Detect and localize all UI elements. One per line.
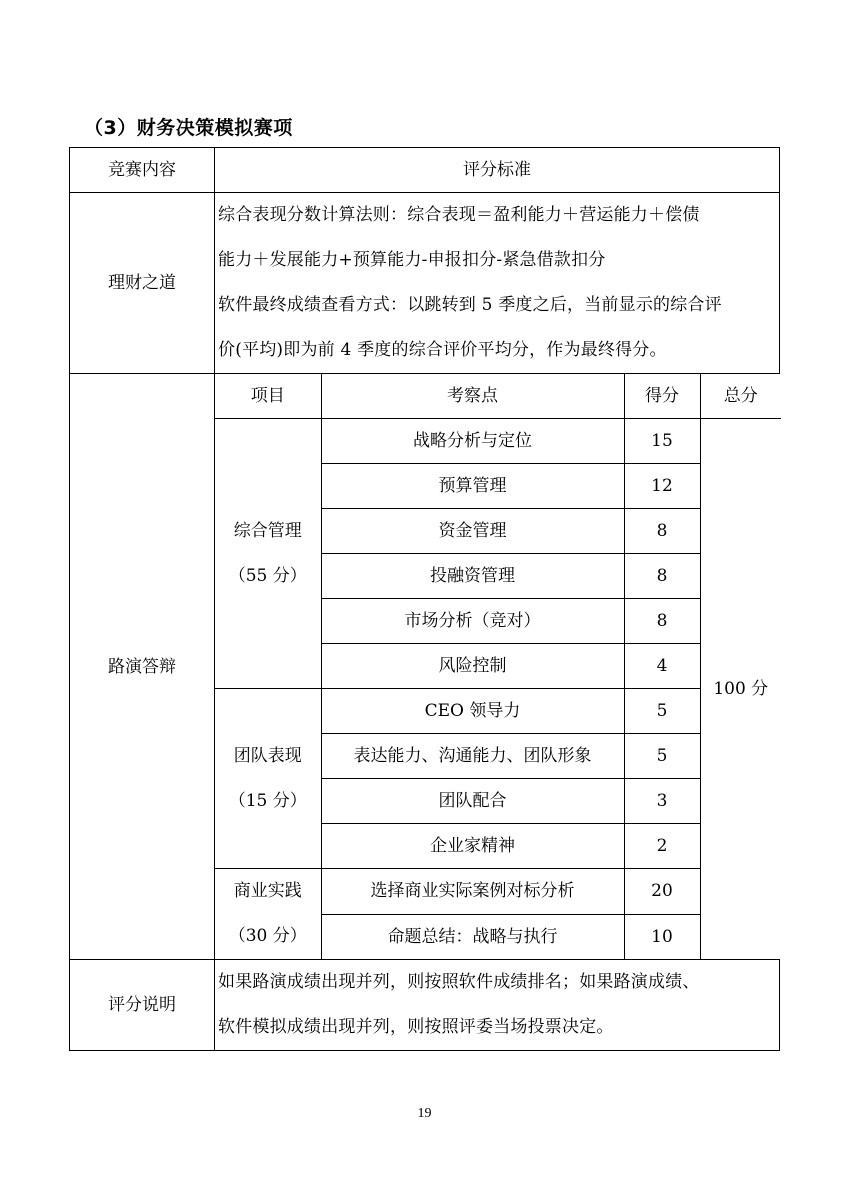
subtable-header-row	[215, 374, 781, 419]
score-cell: 8	[624, 509, 700, 554]
point-cell: CEO 领导力	[321, 689, 624, 734]
point-cell: 预算管理	[321, 464, 624, 509]
score-cell: 15	[624, 419, 700, 464]
licai-line: 综合表现分数计算法则：综合表现＝盈利能力＋营运能力＋偿债	[218, 205, 700, 225]
licai-line: 软件最终成绩查看方式：以跳转到 5 季度之后，当前显示的综合评	[218, 295, 722, 315]
point-cell: 投融资管理	[321, 554, 624, 599]
point-cell: 市场分析（竞对）	[321, 599, 624, 644]
luyan-label: 路演答辩	[70, 374, 215, 960]
score-cell: 2	[624, 824, 700, 869]
scoring-table	[69, 147, 780, 1051]
point-cell: 命题总结：战略与执行	[321, 914, 624, 959]
col-score-header: 得分	[624, 374, 700, 419]
score-cell: 12	[624, 464, 700, 509]
col-point-header: 考察点	[321, 374, 624, 419]
group-points: （15 分）	[228, 790, 307, 811]
luyan-subtable	[215, 374, 781, 959]
point-cell: 团队配合	[321, 779, 624, 824]
luyan-criteria	[215, 374, 780, 960]
point-cell: 企业家精神	[321, 824, 624, 869]
note-row	[70, 960, 780, 1051]
group-tuandui	[215, 689, 321, 869]
note-line: 如果路演成绩出现并列，则按照软件成绩排名；如果路演成绩、	[218, 972, 700, 992]
point-cell: 选择商业实际案例对标分析	[321, 869, 624, 915]
point-cell: 表达能力、沟通能力、团队形象	[321, 734, 624, 779]
page-number: 19	[417, 1106, 432, 1121]
licai-label: 理财之道	[70, 193, 215, 374]
section-heading: （3）财务决策模拟赛项	[84, 117, 293, 139]
point-cell: 风险控制	[321, 644, 624, 689]
header-content: 竞赛内容	[70, 148, 215, 193]
luyan-row	[70, 374, 780, 960]
col-item-header: 项目	[215, 374, 321, 419]
score-cell: 5	[624, 734, 700, 779]
table-row	[215, 869, 781, 915]
score-cell: 8	[624, 599, 700, 644]
group-zonghe	[215, 419, 321, 689]
note-label: 评分说明	[70, 960, 215, 1051]
note-line: 软件模拟成绩出现并列，则按照评委当场投票决定。	[218, 1017, 614, 1037]
group-name: 团队表现	[233, 745, 302, 766]
header-row	[70, 148, 780, 193]
header-criteria: 评分标准	[215, 148, 780, 193]
group-points: （55 分）	[228, 565, 307, 586]
score-cell: 4	[624, 644, 700, 689]
total-cell: 100 分	[700, 419, 781, 960]
group-shangye	[215, 869, 321, 960]
table-row	[215, 419, 781, 464]
score-cell: 5	[624, 689, 700, 734]
col-total-header: 总分	[700, 374, 781, 419]
licai-line: 价(平均)即为前 4 季度的综合评价平均分，作为最终得分。	[218, 340, 667, 360]
table-row	[215, 689, 781, 734]
score-cell: 20	[624, 869, 700, 915]
score-cell: 8	[624, 554, 700, 599]
licai-line: 能力＋发展能力+预算能力-申报扣分-紧急借款扣分	[218, 250, 606, 270]
score-cell: 10	[624, 914, 700, 959]
note-text	[215, 960, 780, 1051]
group-name: 商业实践	[233, 881, 302, 901]
licai-row	[70, 193, 780, 374]
group-name: 综合管理	[233, 520, 302, 541]
group-points: （30 分）	[228, 926, 307, 946]
point-cell: 资金管理	[321, 509, 624, 554]
licai-criteria	[215, 193, 780, 374]
point-cell: 战略分析与定位	[321, 419, 624, 464]
score-cell: 3	[624, 779, 700, 824]
